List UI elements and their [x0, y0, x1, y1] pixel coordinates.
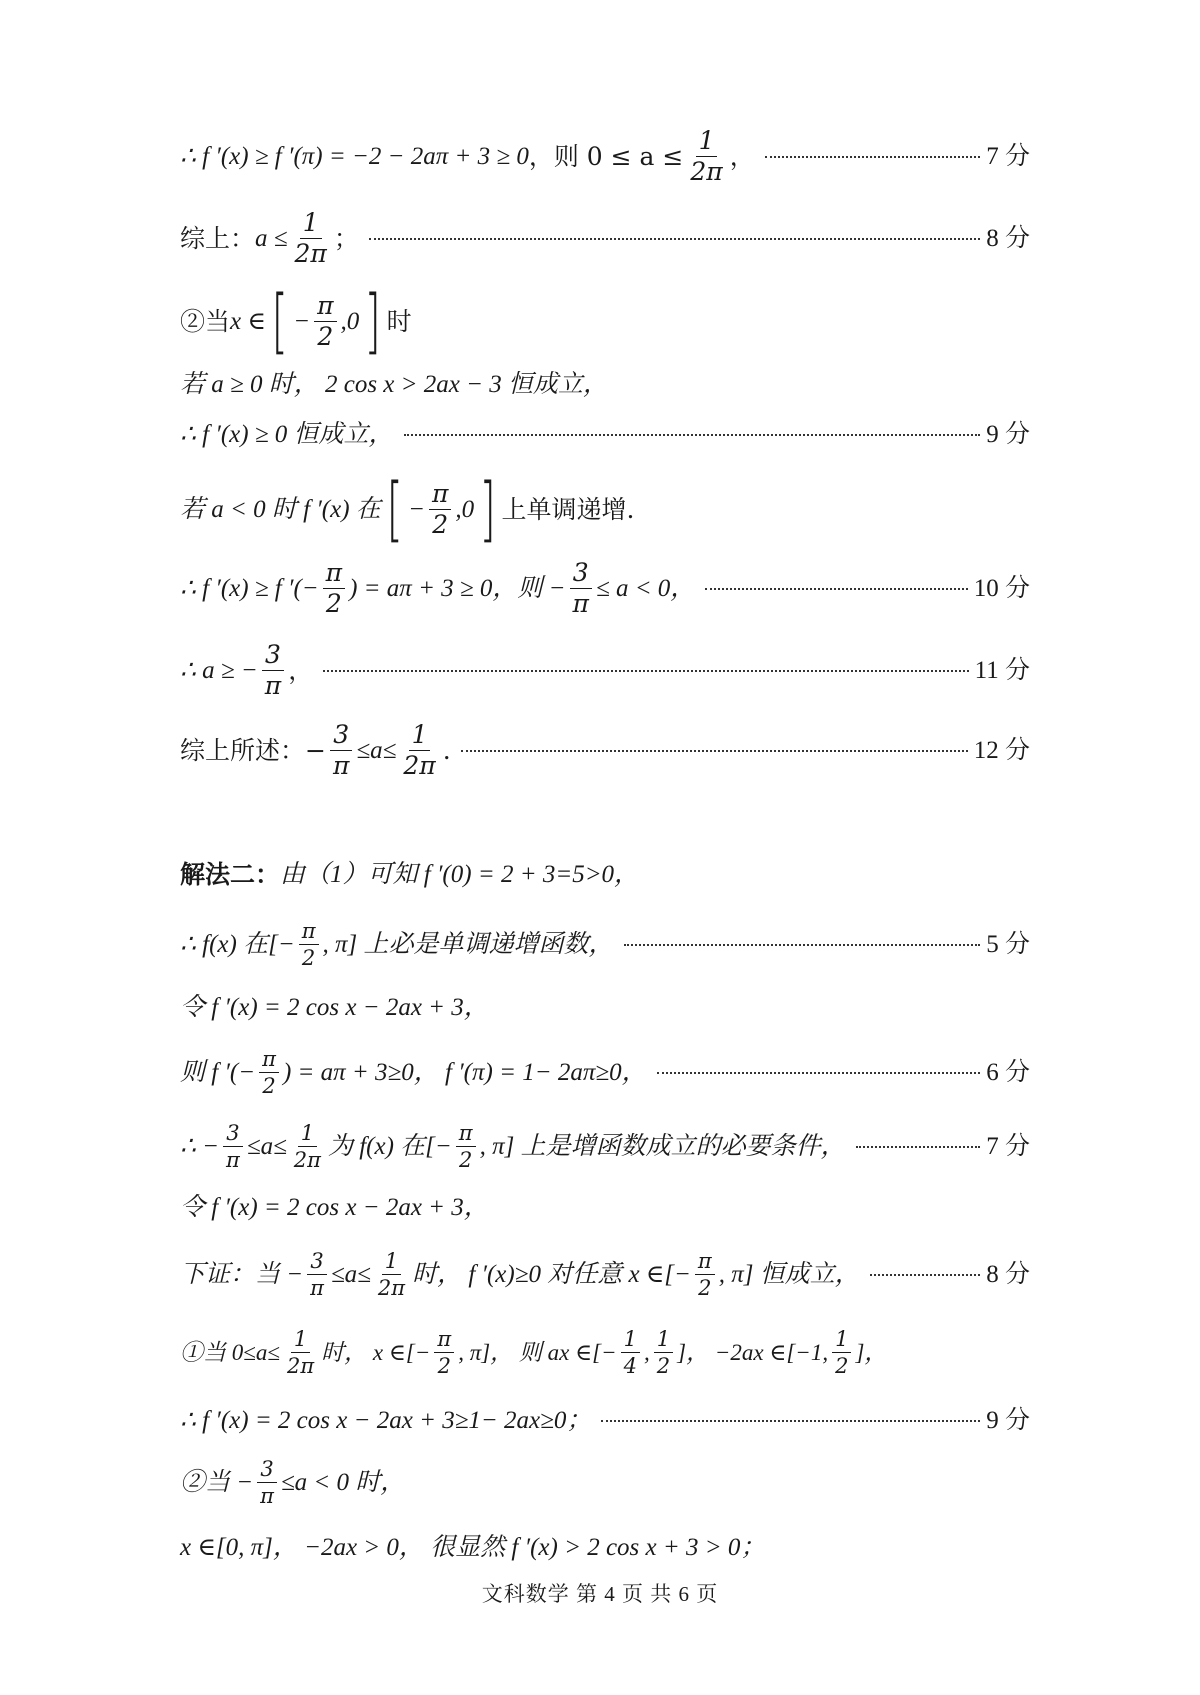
step-line [180, 1195, 1030, 1220]
step-line [180, 642, 1030, 700]
expr: ∴ f ′(x) ≥ f ′(− [180, 575, 319, 603]
expr: ，则 0 ≤ a ≤ [528, 142, 684, 172]
expr: ) = aπ + 3 ≥ 0，则 − [349, 575, 566, 603]
expr: , [644, 1340, 650, 1366]
method-heading: 解法二： [180, 860, 281, 889]
step-line [180, 128, 1030, 186]
right-bracket: ] [479, 468, 497, 550]
step-line [180, 722, 1030, 780]
expr: ∴ f ′(x) ≥ f ′(π) = −2 − 2aπ + 3 ≥ 0 [180, 143, 529, 171]
score-label: 6 分 [986, 1059, 1030, 1087]
leader-dots [323, 670, 968, 672]
fraction: $\frac{\pi}{2}$ [323, 560, 345, 618]
expr: ； [333, 224, 359, 254]
expr: 则 f ′(− [180, 1059, 256, 1087]
score-label: 12 分 [973, 737, 1030, 765]
leader-dots [461, 750, 968, 752]
interval [266, 280, 387, 362]
expr: ∴ f(x) 在[− [180, 931, 295, 959]
expr: 综上所述：− [180, 736, 326, 766]
fraction: $\frac{1}{2\pi}$ [403, 720, 436, 781]
left-bracket: [ [386, 468, 403, 550]
leader-dots [705, 588, 967, 590]
step-line [180, 1122, 1030, 1171]
expr: ≤a < 0 时， [280, 1469, 406, 1497]
leader-dots [369, 238, 980, 240]
leader-dots [856, 1146, 981, 1148]
step-line [180, 1535, 1030, 1560]
expr: , π]， 则 ax ∈[− [458, 1340, 617, 1366]
fraction: $\frac{\pi}{2}$ [299, 920, 319, 969]
expr: ∴ f ′(x) ≥ 0 恒成立， [180, 421, 394, 448]
fraction: $\frac{3}{\pi}$ [330, 722, 352, 780]
fraction: $\frac{1}{2\pi}$ [293, 1121, 321, 1173]
step-line [180, 1328, 1030, 1377]
fraction: $\frac{\pi}{2}$ [259, 1048, 279, 1097]
leader-dots [657, 1072, 981, 1074]
fraction: $\frac{\pi}{2}$ [434, 1328, 454, 1377]
fraction: $\frac{3}{\pi}$ [223, 1122, 243, 1171]
expr: ]， [855, 1340, 888, 1366]
expr: ,0 [455, 496, 475, 523]
expr: ∴ − [180, 1133, 220, 1161]
fraction: $\frac{\pi}{2}$ [695, 1250, 715, 1299]
step-line [180, 422, 1030, 447]
expr: ) = aπ + 3≥0， f ′(π) = 1− 2aπ≥0， [282, 1059, 647, 1087]
score-label: 8 分 [986, 225, 1030, 253]
expr: ∴ a ≥ − [180, 657, 258, 685]
expr: 时， x ∈[− [321, 1340, 431, 1366]
step-line [180, 862, 1030, 887]
expr: − [293, 308, 311, 335]
leader-dots [624, 944, 981, 946]
step-line [180, 1250, 1030, 1299]
expr: x ∈[0, π]， −2ax > 0， 很显然 f ′(x) > 2 cos x + 3 > 0； [180, 1534, 766, 1561]
fraction: $\frac{1}{2\pi}$ [377, 1249, 406, 1301]
expr: 为 f(x) 在[− [327, 1133, 452, 1161]
leader-dots [870, 1274, 981, 1276]
score-label: 9 分 [986, 421, 1030, 448]
expr: 若 a ≥ 0 时， 2 cos x > 2ax − 3 恒成立， [180, 371, 608, 398]
expr: 时， f ′(x)≥0 对任意 x ∈[− [412, 1261, 691, 1289]
expr: a ≤ [255, 225, 288, 253]
step-line [180, 560, 1030, 618]
fraction: $\frac{3}{\pi}$ [307, 1250, 327, 1299]
fraction: $\frac{3}{\pi}$ [570, 560, 592, 618]
score-label: 7 分 [986, 1133, 1030, 1161]
step-line [180, 372, 1030, 397]
left-bracket: [ [271, 280, 288, 362]
step-line [180, 1408, 1030, 1433]
expr: x ∈ [230, 308, 266, 335]
expr: ∴ f ′(x) = 2 cos x − 2ax + 3≥1− 2ax≥0； [180, 1407, 592, 1434]
fraction: $\frac{3}{\pi}$ [262, 642, 284, 700]
step-line [180, 920, 1030, 969]
step-line [180, 1458, 1030, 1507]
expr: ≤ a < 0， [595, 575, 696, 603]
leader-dots [765, 156, 981, 158]
expr: ， [729, 142, 755, 172]
fraction: $\frac{1}{2\pi}$ [294, 208, 327, 269]
step-line [180, 468, 1030, 550]
step-line [180, 995, 1030, 1020]
expr: 综上： [180, 224, 256, 254]
interval [381, 468, 502, 550]
fraction: $\frac{1}{4}$ [621, 1328, 640, 1377]
page-footer: 文科数学 第 4 页 共 6 页 [481, 1582, 719, 1606]
expr: , π] 上必是单调递增函数， [322, 931, 614, 959]
expr: ①当 0≤a≤ [180, 1340, 280, 1366]
fraction: $\frac{1}{2}$ [832, 1328, 851, 1377]
expr: , π] 恒成立， [718, 1261, 860, 1289]
expr: ]， −2ax ∈[−1, [677, 1340, 829, 1366]
expr: − [408, 496, 425, 523]
expr: 下证：当 − [180, 1261, 304, 1289]
expr: ， [288, 656, 314, 686]
expr: ,0 [340, 308, 360, 335]
expr: ≤a≤ [246, 1133, 287, 1161]
score-label: 8 分 [986, 1261, 1030, 1289]
step-line [180, 280, 1030, 362]
fraction: $\frac{3}{\pi}$ [257, 1458, 277, 1507]
fraction: $\frac{\pi}{2}$ [314, 293, 336, 351]
expr: , π] 上是增函数成立的必要条件， [479, 1133, 846, 1161]
expr: 时 [386, 307, 412, 336]
leader-dots [404, 434, 981, 436]
score-label: 7 分 [986, 143, 1030, 171]
expr: ≤a≤ [330, 1261, 371, 1289]
expr: ≤a≤ [356, 737, 397, 765]
fraction: $\frac{1}{2}$ [654, 1328, 673, 1377]
expr: 令 f ′(x) = 2 cos x − 2ax + 3， [180, 994, 489, 1021]
fraction: $\frac{\pi}{2}$ [456, 1122, 476, 1171]
fraction: $\frac{\pi}{2}$ [429, 481, 451, 539]
score-label: 10 分 [973, 575, 1030, 603]
score-label: 11 分 [974, 657, 1030, 685]
step-line [180, 210, 1030, 268]
expr: ②当 − [180, 1469, 254, 1497]
expr: . [442, 736, 451, 766]
expr: 若 a < 0 时 f ′(x) 在 [180, 496, 381, 523]
fraction: $\frac{1}{2\pi}$ [287, 1327, 315, 1379]
expr: 由（1）可知 f ′(0) = 2 + 3=5>0， [280, 861, 640, 888]
leader-dots [601, 1420, 980, 1422]
expr: 上单调递增. [501, 495, 635, 524]
fraction: $\frac{1}{2\pi}$ [690, 126, 723, 187]
score-label: 9 分 [986, 1407, 1030, 1434]
right-bracket: ] [364, 280, 382, 362]
score-label: 5 分 [986, 931, 1030, 959]
step-line [180, 1048, 1030, 1097]
expr: ②当 [180, 307, 231, 336]
expr: 令 f ′(x) = 2 cos x − 2ax + 3， [180, 1194, 489, 1221]
